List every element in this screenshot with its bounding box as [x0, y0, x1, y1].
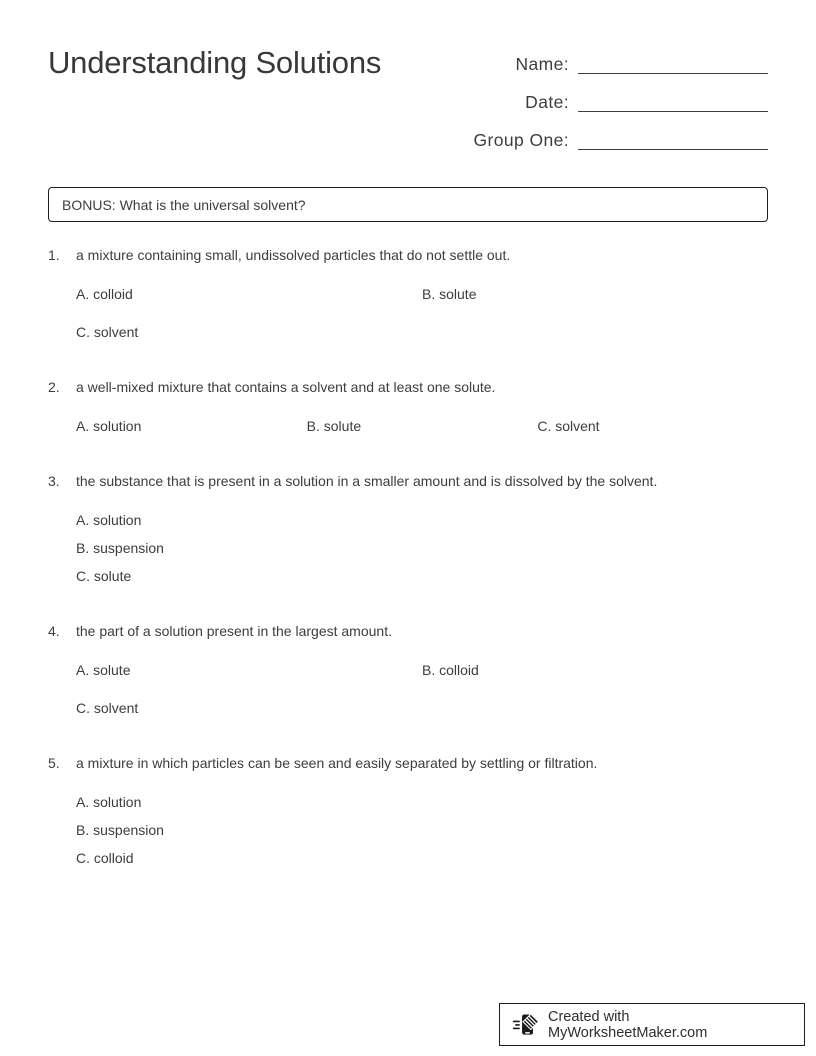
date-write-line: [578, 111, 768, 112]
credit-text: Created with MyWorksheetMaker.com: [548, 1008, 708, 1041]
question-number: 2.: [48, 379, 60, 395]
question-1-line: [48, 246, 768, 265]
question-2-options: [76, 417, 768, 436]
question-number: 5.: [48, 755, 60, 771]
question-5-options: [76, 793, 768, 868]
worksheet-header: [48, 44, 768, 166]
date-field-row: [525, 90, 768, 114]
worksheet-maker-logo-icon: [512, 1011, 540, 1039]
question-4: [48, 622, 768, 718]
option-b: B. solute: [306, 418, 362, 434]
group-one-write-line: [578, 149, 768, 150]
question-1: [48, 246, 768, 342]
question-4-options: [76, 661, 768, 718]
option-c: C. colloid: [76, 850, 134, 866]
option-a: A. solute: [76, 662, 131, 678]
option-c: C. solvent: [76, 324, 139, 340]
option-b: B. suspension: [76, 822, 164, 838]
question-number: 4.: [48, 623, 60, 639]
name-field-row: [515, 52, 768, 76]
question-3-line: [48, 472, 768, 491]
page-title: Understanding Solutions: [48, 45, 382, 80]
bonus-question-box: [48, 187, 768, 222]
option-a: A. solution: [76, 794, 142, 810]
option-c: C. solvent: [537, 418, 600, 434]
worksheet-maker-credit-badge[interactable]: [499, 1003, 805, 1046]
question-2: [48, 378, 768, 436]
option-b: B. solute: [422, 286, 477, 302]
name-label: Name:: [515, 54, 569, 74]
question-3: [48, 472, 768, 586]
group-one-label: Group One:: [473, 130, 569, 150]
question-5: [48, 754, 768, 868]
option-a: A. colloid: [76, 286, 133, 302]
question-list: [48, 246, 768, 904]
question-text: a mixture containing small, undissolved particles that do not settle out.: [76, 247, 511, 263]
question-1-options: [76, 285, 768, 342]
student-info-fields: [474, 44, 768, 166]
option-a: A. solution: [76, 512, 142, 528]
question-number: 3.: [48, 473, 60, 489]
option-b: B. suspension: [76, 540, 164, 556]
bonus-question-text: BONUS: What is the universal solvent?: [62, 196, 306, 213]
question-3-options: [76, 511, 768, 586]
question-number: 1.: [48, 247, 60, 263]
question-text: the part of a solution present in the largest amount.: [76, 623, 392, 639]
question-text: a well-mixed mixture that contains a solvent and at least one solute.: [76, 379, 496, 395]
option-b: B. colloid: [422, 662, 479, 678]
question-5-line: [48, 754, 768, 773]
question-4-line: [48, 622, 768, 641]
group-field-row: [474, 128, 768, 152]
question-text: a mixture in which particles can be seen and easily separated by settling or filtration.: [76, 755, 598, 771]
option-c: C. solvent: [76, 700, 139, 716]
question-2-line: [48, 378, 768, 397]
option-a: A. solution: [76, 418, 142, 434]
option-c: C. solute: [76, 568, 132, 584]
date-label: Date:: [525, 92, 569, 112]
name-write-line: [578, 73, 768, 74]
question-text: the substance that is present in a solution in a smaller amount and is dissolved by the solvent.: [76, 473, 658, 489]
